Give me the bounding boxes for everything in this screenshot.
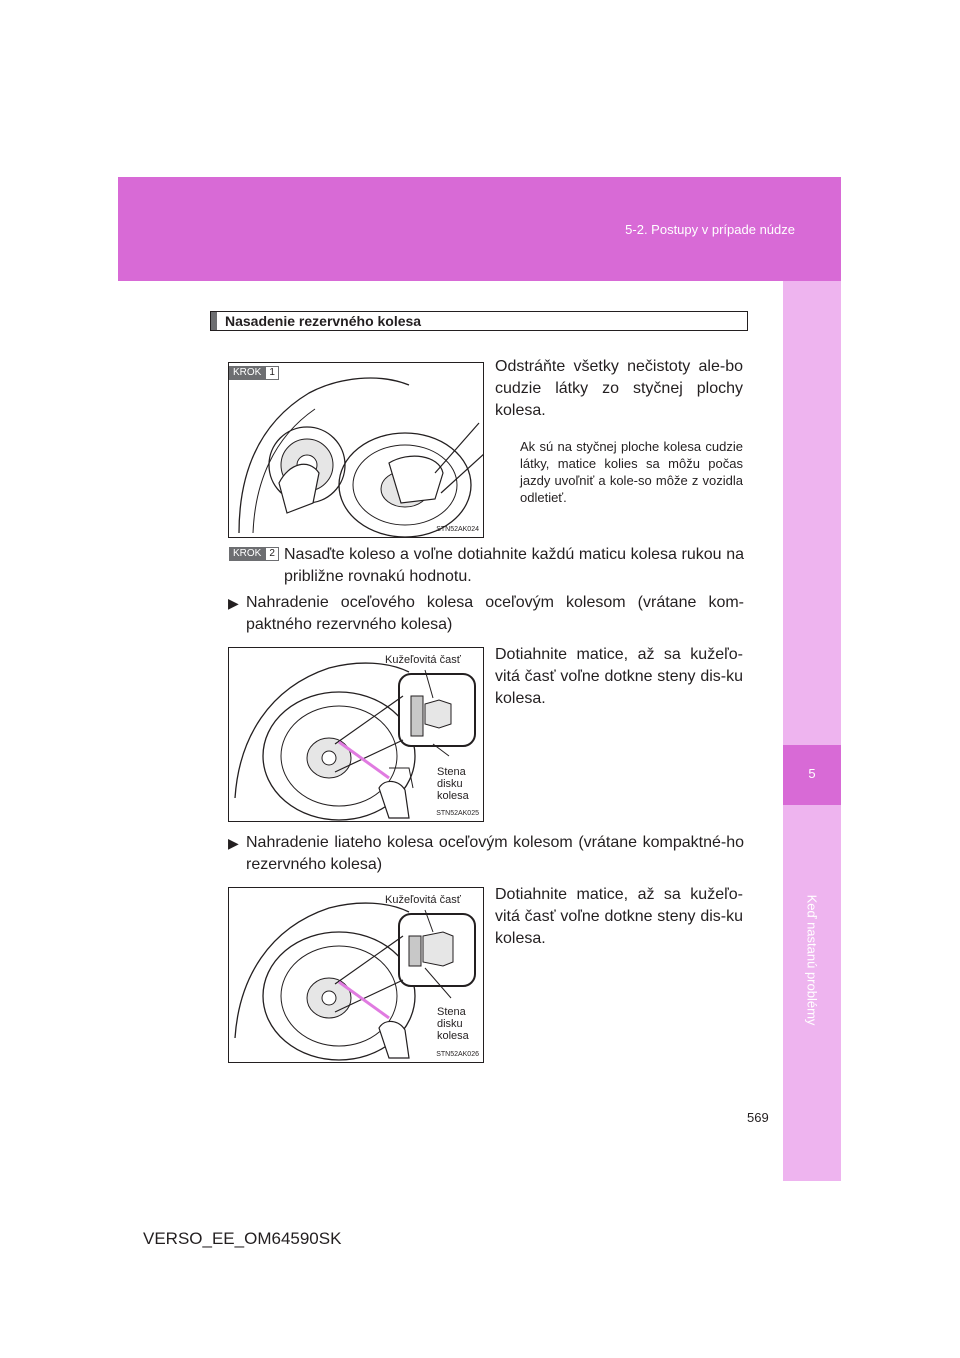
bullet-icon: ▶ — [228, 835, 239, 851]
figure-clean-hub — [228, 362, 484, 538]
callout-conical-part: Kužeľovitá časť — [385, 654, 461, 666]
figure-steel-wheel — [228, 647, 484, 822]
document-code: VERSO_EE_OM64590SK — [143, 1229, 342, 1248]
step-badge-label: KROK — [229, 547, 265, 561]
case-1-title: Nahradenie oceľového kolesa oceľovým kolesom (vrátane kom-paktného rezervného kolesa) — [246, 594, 744, 633]
step-badge-label: KROK — [229, 366, 265, 380]
illustration-cleaning-wheel — [229, 363, 484, 538]
step-1-note: Ak sú na styčnej ploche kolesa cudzie látky, matice kolies sa môžu počas jazdy uvoľniť a kole-so môže z vozidla odletieť. — [520, 439, 743, 505]
figure-code: STN52AK026 — [436, 1051, 479, 1058]
callout-conical-part: Kužeľovitá časť — [385, 894, 461, 906]
case-1-text: Dotiahnite matice, až sa kužeľo-vitá časť voľne dotkne steny dis-ku kolesa. — [495, 646, 743, 707]
sidebar-tab — [783, 281, 841, 1181]
figure-alloy-wheel — [228, 887, 484, 1063]
section-heading-marker — [211, 312, 217, 330]
chapter-title: Keď nastanú problémy — [804, 894, 820, 1026]
bullet-icon: ▶ — [228, 595, 239, 611]
step-1-text: Odstráňte všetky nečistoty ale-bo cudzie látky zo styčnej plochy kolesa. — [495, 358, 743, 419]
step-badge-number: 1 — [265, 366, 279, 380]
step-2-text — [284, 544, 744, 588]
section-header: 5-2. Postupy v prípade núdze — [625, 222, 795, 237]
step-badge-2 — [229, 547, 279, 561]
figure-code: STN52AK024 — [436, 526, 479, 533]
case-2-title: Nahradenie liateho kolesa oceľovým kolesom (vrátane kompaktné-ho rezervného kolesa) — [246, 834, 744, 873]
chapter-number: 5 — [808, 766, 816, 781]
callout-disc-wall: Stena disku kolesa — [437, 1006, 469, 1042]
header-band — [118, 177, 841, 281]
step-badge-1 — [229, 366, 279, 380]
section-title: Nasadenie rezervného kolesa — [225, 313, 422, 329]
section-heading — [210, 311, 748, 331]
callout-disc-wall: Stena disku kolesa — [437, 766, 469, 802]
step-2-text-content: Nasaďte koleso a voľne dotiahnite každú maticu kolesa rukou na približne rovnakú hodnotu. — [284, 546, 744, 585]
step-badge-number: 2 — [265, 547, 279, 561]
page-number: 569 — [747, 1110, 769, 1125]
figure-code: STN52AK025 — [436, 810, 479, 817]
case-2-text: Dotiahnite matice, až sa kužeľo-vitá časť voľne dotkne steny dis-ku kolesa. — [495, 886, 743, 947]
